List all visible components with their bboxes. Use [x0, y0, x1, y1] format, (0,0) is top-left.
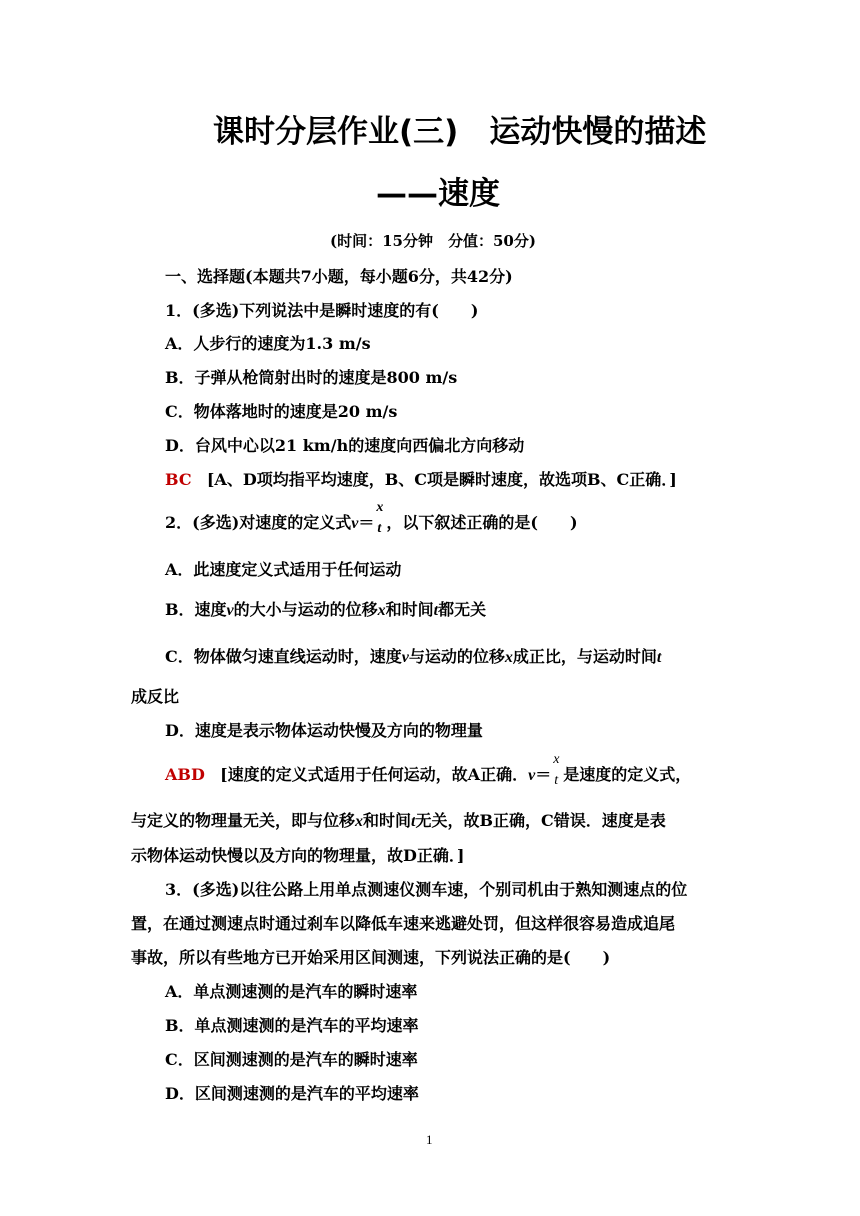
question-3-option-a: A．单点测速测的是汽车的瞬时速率 [165, 982, 418, 1001]
stem-text: 2．(多选)对速度的定义式 [165, 513, 352, 532]
formula-v: v [528, 767, 536, 784]
stem-text: ，以下叙述正确的是( ) [386, 513, 578, 532]
question-3-stem-line-2: 置，在通过测速点时通过刹车以降低车速来逃避处罚，但这样很容易造成追尾 [131, 914, 676, 933]
question-2-explanation-line-3: 示物体运动快慢以及方向的物理量，故D正确．] [131, 846, 465, 865]
question-3-option-c: C．区间测速测的是汽车的瞬时速率 [165, 1050, 418, 1069]
answer-label: BC [165, 470, 192, 489]
fraction-numerator: x [376, 500, 384, 515]
question-1-option-a: A．人步行的速度为1.3 m/s [165, 334, 371, 353]
question-3-stem-line-3: 事故，所以有些地方已开始采用区间测速，下列说法正确的是( ) [131, 948, 611, 967]
option-text: 与运动的位移 [408, 647, 505, 666]
question-2-stem [165, 500, 578, 536]
var-x: x [355, 813, 364, 830]
formula-equals: ＝ [358, 513, 375, 532]
var-v: v [401, 649, 409, 666]
question-1-stem: 1．(多选)下列说法中是瞬时速度的有( ) [165, 301, 479, 320]
question-3-option-d: D．区间测速测的是汽车的平均速率 [165, 1084, 419, 1103]
formula-v: v [351, 515, 359, 532]
option-text: 的大小与运动的位移 [233, 600, 378, 619]
explanation-text: 无关，故B正确，C错误．速度是表 [415, 811, 666, 830]
question-2-option-b [165, 597, 486, 620]
question-2-option-c [165, 644, 661, 667]
option-text: 和时间 [385, 600, 434, 619]
question-2-option-c-cont: 成反比 [131, 687, 180, 706]
var-t: t [411, 813, 416, 830]
question-1-answer [165, 467, 677, 490]
question-1-option-b: B．子弹从枪筒射出时的速度是800 m/s [165, 368, 458, 387]
answer-label: ABD [165, 765, 205, 784]
time-score-info: (时间：15分钟 分值：50分) [330, 232, 536, 250]
question-3-option-b: B．单点测速测的是汽车的平均速率 [165, 1016, 419, 1035]
formula-fraction [551, 752, 563, 788]
question-1-option-c: C．物体落地时的速度是20 m/s [165, 402, 398, 421]
formula-equals: ＝ [535, 765, 552, 784]
question-2-option-d: D．速度是表示物体运动快慢及方向的物理量 [165, 721, 483, 740]
question-2-explanation-line-2 [131, 808, 666, 831]
fraction-denominator: t [554, 773, 559, 788]
option-text: 都无关 [438, 600, 487, 619]
question-3-stem-line-1: 3．(多选)以往公路上用单点测速仪测车速，个别司机由于熟知测速点的位 [165, 880, 688, 899]
var-v: v [226, 602, 234, 619]
fraction-numerator: x [553, 752, 560, 767]
explanation-text: 和时间 [363, 811, 412, 830]
page-number: 1 [426, 1132, 433, 1147]
var-x: x [377, 602, 386, 619]
answer-explanation: 是速度的定义式， [563, 765, 692, 784]
option-text: C．物体做匀速直线运动时，速度 [165, 647, 402, 666]
fraction-denominator: t [377, 521, 382, 536]
answer-explanation: [A、D项均指平均速度，B、C项是瞬时速度，故选项B、C正确．] [206, 470, 677, 489]
page-subtitle: ——速度 [376, 176, 500, 212]
explanation-text: 与定义的物理量无关，即与位移 [131, 811, 356, 830]
question-1-option-d: D．台风中心以21 km/h的速度向西偏北方向移动 [165, 436, 525, 455]
var-t: t [656, 649, 662, 666]
option-text: 成正比，与运动时间 [512, 647, 657, 666]
var-x: x [504, 649, 513, 666]
section-heading: 一、选择题(本题共7小题，每小题6分，共42分) [165, 267, 513, 286]
question-2-answer [165, 752, 692, 788]
formula-fraction [374, 500, 386, 536]
question-2-option-a: A．此速度定义式适用于任何运动 [165, 560, 402, 579]
answer-explanation: [速度的定义式适用于任何运动，故A正确． [220, 765, 529, 784]
option-text: B．速度 [165, 600, 227, 619]
var-t: t [433, 602, 439, 619]
page-title: 课时分层作业(三) 运动快慢的描述 [213, 114, 707, 150]
